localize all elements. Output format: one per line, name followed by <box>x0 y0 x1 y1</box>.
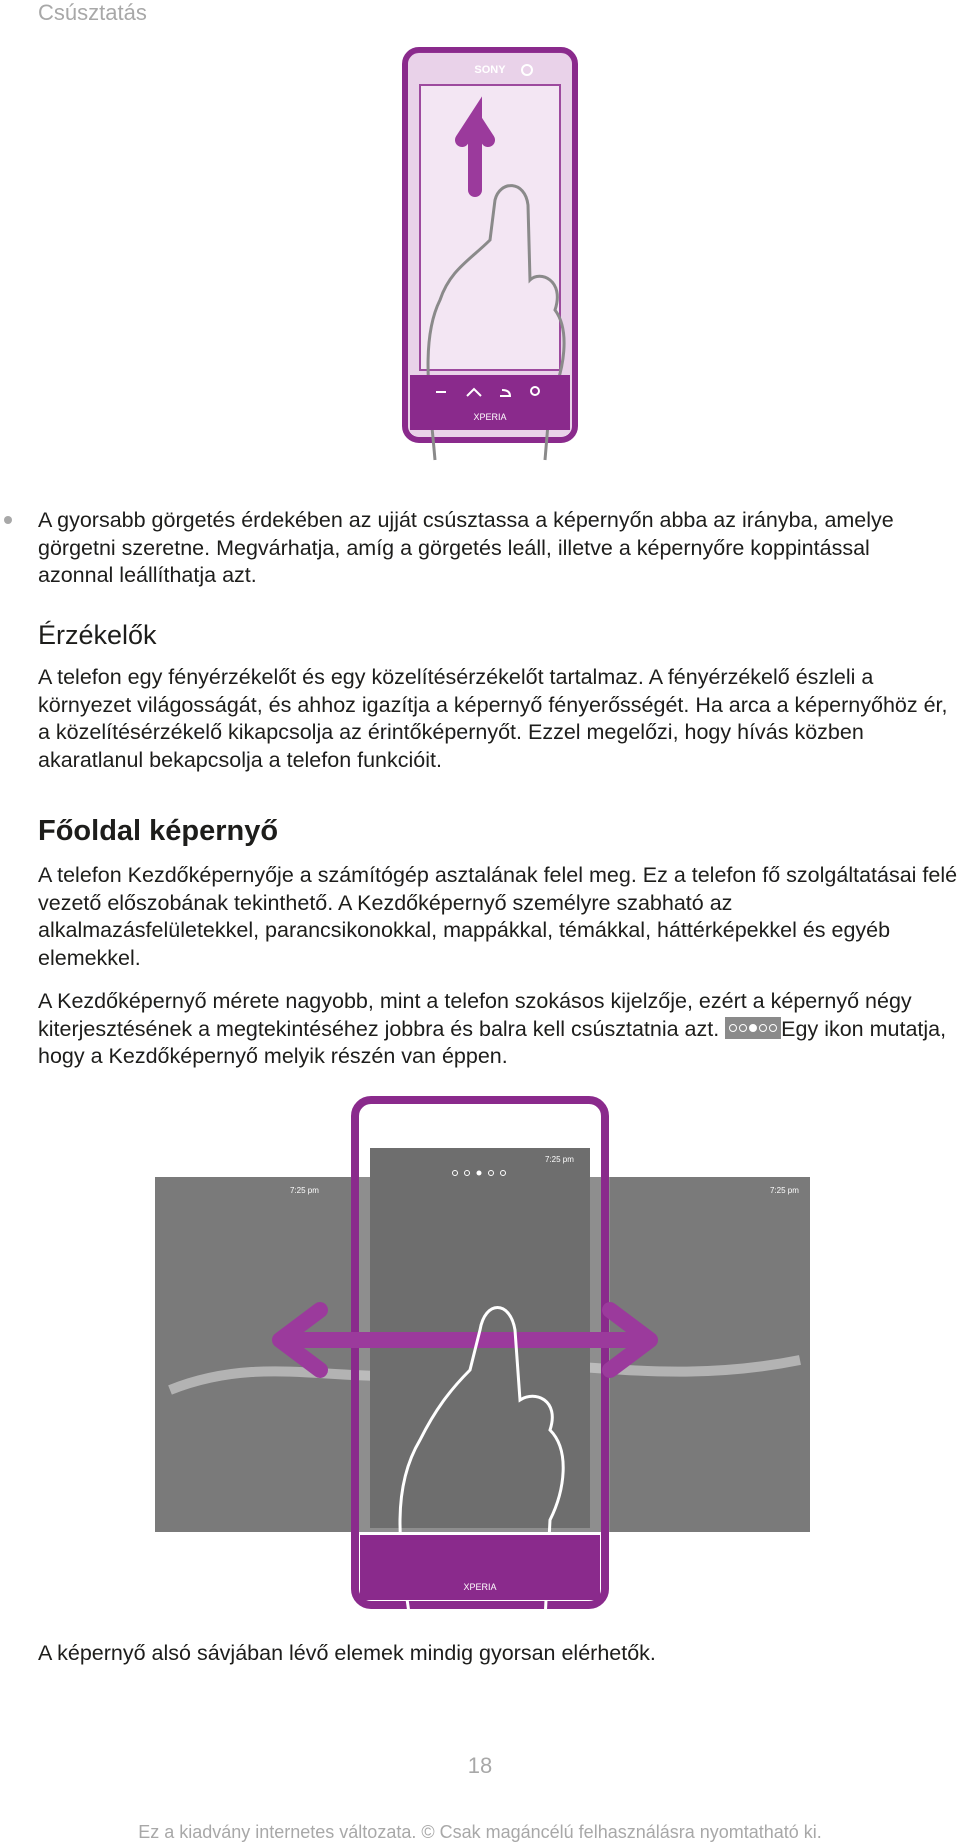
right-status-time: 7:25 pm <box>770 1186 799 1195</box>
figure-caption: A képernyő alsó sávjában lévő elemek mindig gyorsan elérhetők. <box>38 1641 656 1665</box>
status-time: 7:25 pm <box>545 1155 574 1164</box>
brand-label: SONY <box>474 64 506 76</box>
brand-label-2: SONY <box>462 1119 498 1133</box>
model-label: XPERIA <box>473 412 507 422</box>
paragraph-2-text-before: A Kezdőképernyő mérete nagyobb, mint a telefon szokásos kijelzője, ezért a képernyő négy kiterjesztésének a megtekintéséhez jobbra és balra kell csúsztatnia azt. <box>38 989 912 1041</box>
bullet-text: A gyorsabb görgetés érdekében az ujját csúsztassa a képernyőn abba az irányba, amelye görgetni szeretne. Megvárhatja, amíg a görgetés leáll, illetve a képernyőre koppintással azonnal leállíthatja azt. <box>38 508 894 587</box>
running-title: Csúsztatás <box>38 0 147 25</box>
sensors-paragraph: A telefon egy fényérzékelőt és egy közelítésérzékelőt tartalmaz. A fényérzékelő észleli a környezet világosságát, és ahhoz igazítja a képernyő fényerősségét. Ha arca a képernyőhöz ér, a közelítésérzékelő kikapcsolja az érintőképernyőt. Ezzel megelőzi, hogy hívás közben akaratlanul bekapcsolja a telefon funkcióit. <box>38 665 948 772</box>
home-screen-heading: Főoldal képernyő <box>38 815 279 847</box>
nav-buttons <box>410 375 570 430</box>
home-screen-paragraph-2 <box>38 988 958 1071</box>
footer-note: Ez a kiadvány internetes változata. © Csak magáncélú felhasználásra nyomtatható ki. <box>138 1822 822 1842</box>
page-indicator-dots-icon <box>725 1017 781 1039</box>
page-number: 18 <box>467 1753 493 1778</box>
sensors-heading: Érzékelők <box>38 620 157 650</box>
paragraph-2-text-after: Egy ikon mutatja, hogy a Kezdőképernyő melyik részén van éppen. <box>38 1016 947 1068</box>
home-screen-swipe-illustration <box>150 1090 820 1620</box>
bullet-icon <box>4 516 12 524</box>
swipe-up-illustration <box>340 40 640 500</box>
left-status-time: 7:25 pm <box>290 1186 319 1195</box>
model-label-2: XPERIA <box>463 1582 497 1592</box>
home-screen-paragraph-1: A telefon Kezdőképernyője a számítógép asztalának felel meg. Ez a telefon fő szolgáltatásai felé vezető előszobának tekinthető. A Kezdőképernyő személyre szabható az alkalmazásfelületekkel, parancsikonokkal, mappákkal, témákkal, háttérképekkel és egyéb elemekkel. <box>38 863 958 970</box>
